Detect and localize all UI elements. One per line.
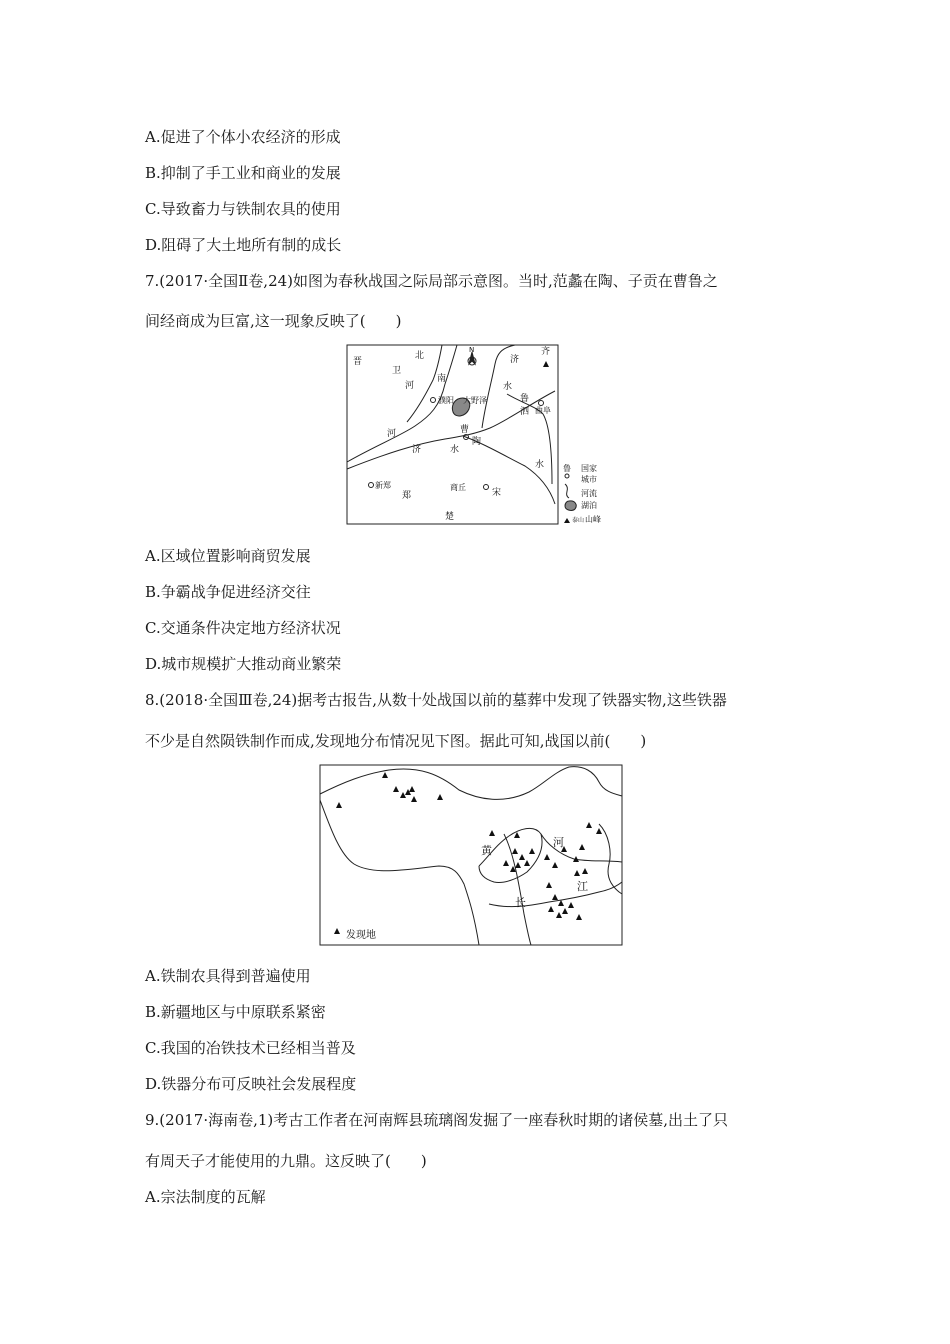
q7-label-qi: 齐 <box>541 347 551 357</box>
q7-label-si: 泗 <box>520 407 530 417</box>
q7-label-shui-top: 水 <box>503 382 513 392</box>
q7-city-puyang <box>431 398 436 403</box>
q8-label-he: 河 <box>553 836 564 849</box>
q7-option-d: D.城市规模扩大推动商业繁荣 <box>145 655 342 673</box>
q7-legend-city-mark <box>565 474 569 478</box>
q8-stem-line1: 8.(2018·全国Ⅲ卷,24)据考古报告,从数十处战国以前的墓葬中发现了铁器实物,这些铁器 <box>145 691 727 709</box>
q7-label-he: 河 <box>405 381 415 391</box>
q7-label-shui3: 水 <box>535 460 545 470</box>
q7-label-shangqiu: 商丘 <box>450 483 466 492</box>
q9-stem-line1: 9.(2017·海南卷,1)考古工作者在河南辉县琉璃阁发掘了一座春秋时期的诸侯墓,出土了只 <box>145 1111 729 1129</box>
q7-legend-state: 国家 <box>581 464 597 473</box>
q7-label-puyang: 濮阳 <box>438 396 454 405</box>
q8-coast <box>599 824 622 894</box>
q8-option-c: C.我国的冶铁技术已经相当普及 <box>145 1039 356 1057</box>
q7-city-qufu <box>539 401 544 406</box>
q7-label-ji-top: 济 <box>510 355 520 365</box>
q7-option-c: C.交通条件决定地方经济状况 <box>145 619 341 637</box>
q7-label-wei: 卫 <box>392 366 402 376</box>
q7-option-b: B.争霸战争促进经济交往 <box>145 583 311 601</box>
q8-legend-label: 发现地 <box>346 930 376 941</box>
q7-label-qufu: 曲阜 <box>535 406 551 415</box>
q7-city-shangqiu <box>484 485 489 490</box>
q6-option-a: A.促进了个体小农经济的形成 <box>145 128 341 146</box>
q7-legend-mountain-mark <box>564 518 570 523</box>
q6-option-b: B.抑制了手工业和商业的发展 <box>145 164 341 182</box>
q7-label-north: N <box>469 346 475 354</box>
q7-legend-river-mark <box>565 484 569 498</box>
q8-border-north <box>320 767 622 800</box>
q7-label-song: 宋 <box>492 488 502 498</box>
q8-label-jiang: 江 <box>577 880 588 893</box>
q8-border-west <box>320 800 479 945</box>
q8-province-line <box>504 834 531 945</box>
q7-label-tao: 陶 <box>472 437 482 447</box>
q8-map-frame <box>320 765 622 945</box>
q6-option-c: C.导致畜力与铁制农具的使用 <box>145 200 341 218</box>
q7-legend-mountain: 山峰 <box>585 515 601 524</box>
q9-stem-line2: 有周天子才能使用的九鼎。这反映了( ) <box>145 1152 427 1170</box>
q8-option-d: D.铁器分布可反映社会发展程度 <box>145 1075 357 1093</box>
q8-map <box>319 764 624 947</box>
q7-label-jin: 晋 <box>353 357 363 367</box>
q7-option-a: A.区域位置影响商贸发展 <box>145 547 311 565</box>
q7-stem-line2: 间经商成为巨富,这一现象反映了( ) <box>145 312 402 330</box>
q7-map-frame <box>347 345 558 524</box>
q7-label-he2: 河 <box>387 429 397 439</box>
q8-label-huang: 黄 <box>481 844 492 857</box>
q7-legend-state-mark: 鲁 <box>563 464 571 473</box>
q7-label-ji2: 济 <box>412 445 422 455</box>
q7-legend-lake: 湖泊 <box>581 501 597 510</box>
q7-label-bei: 北 <box>415 351 425 361</box>
q8-option-b: B.新疆地区与中原联系紧密 <box>145 1003 326 1021</box>
q9-option-a: A.宗法制度的瓦解 <box>145 1188 266 1206</box>
q7-label-lu: 鲁 <box>520 394 530 404</box>
q7-legend-mountain-mark-label: 泰山 <box>572 517 585 524</box>
q7-mountain-taishan <box>543 361 549 367</box>
q8-legend-triangle-icon <box>334 928 340 934</box>
q7-legend-lake-mark <box>565 501 576 511</box>
q8-stem-line2: 不少是自然陨铁制作而成,发现地分布情况见下图。据此可知,战国以前( ) <box>145 732 647 750</box>
q7-label-cao: 曹 <box>460 425 470 435</box>
q7-legend-city: 城市 <box>581 475 597 484</box>
q7-label-xinzheng: 新郑 <box>375 481 391 490</box>
q7-stem-line1: 7.(2017·全国Ⅱ卷,24)如图为春秋战国之际局部示意图。当时,范蠡在陶、子贡在曹鲁之 <box>145 272 718 290</box>
q7-label-chu: 楚 <box>445 512 455 522</box>
q7-label-dayeze: 大野泽 <box>463 396 487 405</box>
q6-option-d: D.阻碍了大土地所有制的成长 <box>145 236 342 254</box>
q8-river-chang <box>489 882 622 907</box>
q7-label-nan: 南 <box>437 374 447 384</box>
q8-label-chang: 长 <box>515 896 526 909</box>
q7-city-xinzheng <box>369 483 374 488</box>
q7-legend-river: 河流 <box>581 489 597 498</box>
q7-map <box>345 344 610 528</box>
q7-label-zheng: 郑 <box>402 491 412 501</box>
q7-label-shui2: 水 <box>450 445 460 455</box>
q8-option-a: A.铁制农具得到普遍使用 <box>145 967 311 985</box>
